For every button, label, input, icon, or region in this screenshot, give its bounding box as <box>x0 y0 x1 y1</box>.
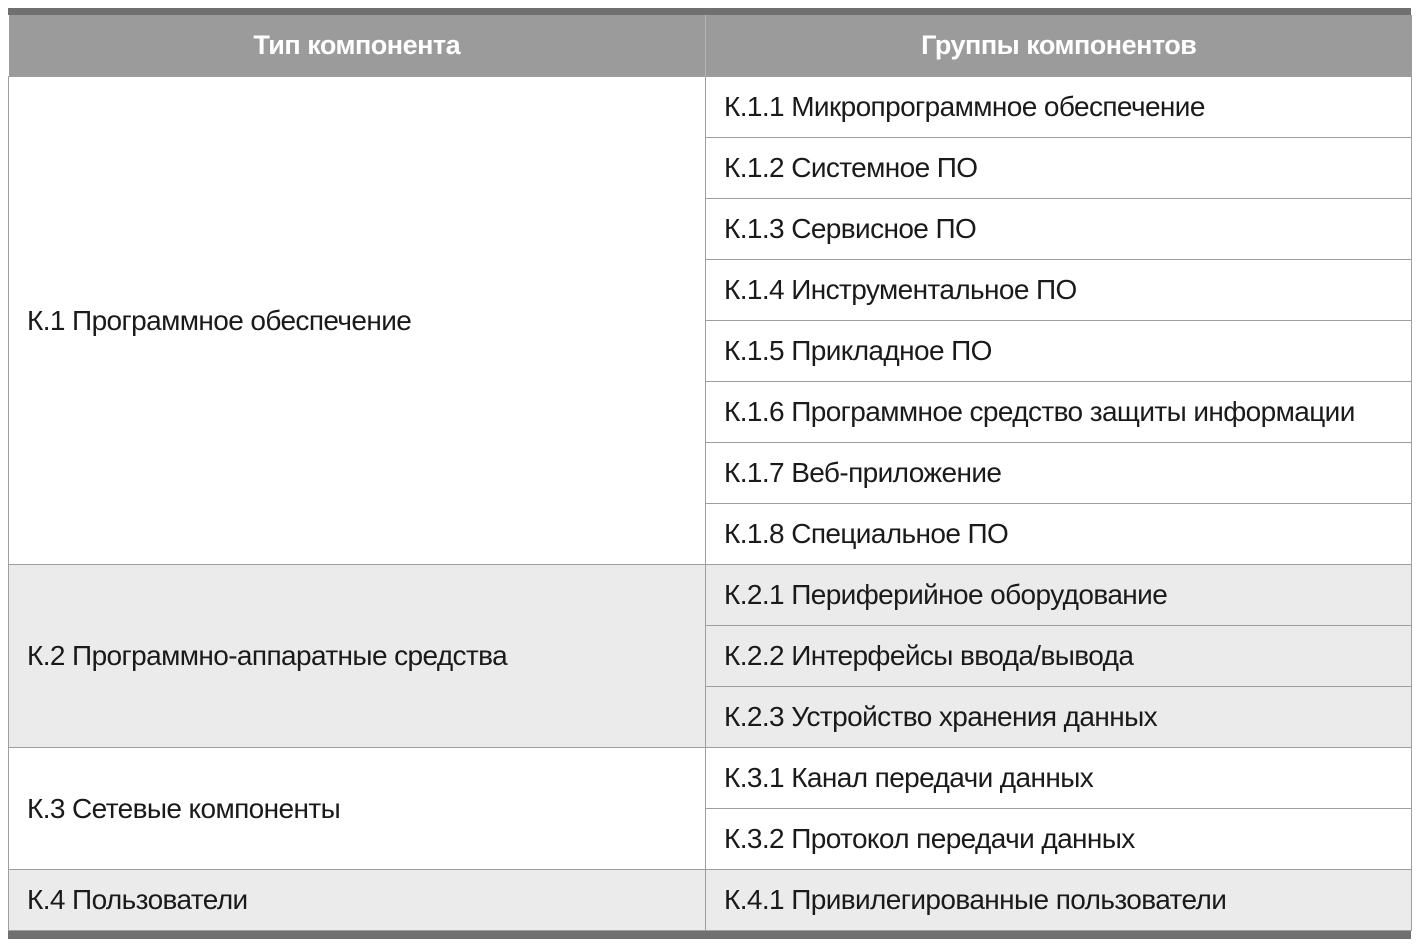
group-cell: К.3.1 Канал передачи данных <box>706 748 1412 809</box>
group-cell: К.1.4 Инструментальное ПО <box>706 260 1412 321</box>
group-cell: К.1.6 Программное средство защиты информации <box>706 382 1412 443</box>
group-cell: К.1.7 Веб-приложение <box>706 443 1412 504</box>
table-row <box>9 565 1412 626</box>
table-bottom-bar <box>8 931 1411 939</box>
table-row <box>9 748 1412 809</box>
group-cell: К.2.2 Интерфейсы ввода/вывода <box>706 626 1412 687</box>
table-row <box>9 77 1412 138</box>
type-cell-users: К.4 Пользователи <box>9 870 706 931</box>
type-cell-network: К.3 Сетевые компоненты <box>9 748 706 870</box>
group-cell: К.1.3 Сервисное ПО <box>706 199 1412 260</box>
group-cell: К.2.3 Устройство хранения данных <box>706 687 1412 748</box>
type-cell-hardware-software: К.2 Программно-аппаратные средства <box>9 565 706 748</box>
header-component-groups: Группы компонентов <box>706 15 1412 77</box>
group-cell: К.3.2 Протокол передачи данных <box>706 809 1412 870</box>
table-top-bar <box>8 8 1411 15</box>
type-cell-software: К.1 Программное обеспечение <box>9 77 706 565</box>
header-component-type: Тип компонента <box>9 15 706 77</box>
group-cell: К.1.1 Микропрограммное обеспечение <box>706 77 1412 138</box>
group-cell: К.1.5 Прикладное ПО <box>706 321 1412 382</box>
table-header-row <box>9 15 1412 77</box>
group-cell: К.2.1 Периферийное оборудование <box>706 565 1412 626</box>
group-cell: К.1.8 Специальное ПО <box>706 504 1412 565</box>
group-cell: К.4.1 Привилегированные пользователи <box>706 870 1412 931</box>
table-row <box>9 870 1412 931</box>
component-table <box>8 15 1412 931</box>
component-table-container <box>8 8 1411 939</box>
group-cell: К.1.2 Системное ПО <box>706 138 1412 199</box>
